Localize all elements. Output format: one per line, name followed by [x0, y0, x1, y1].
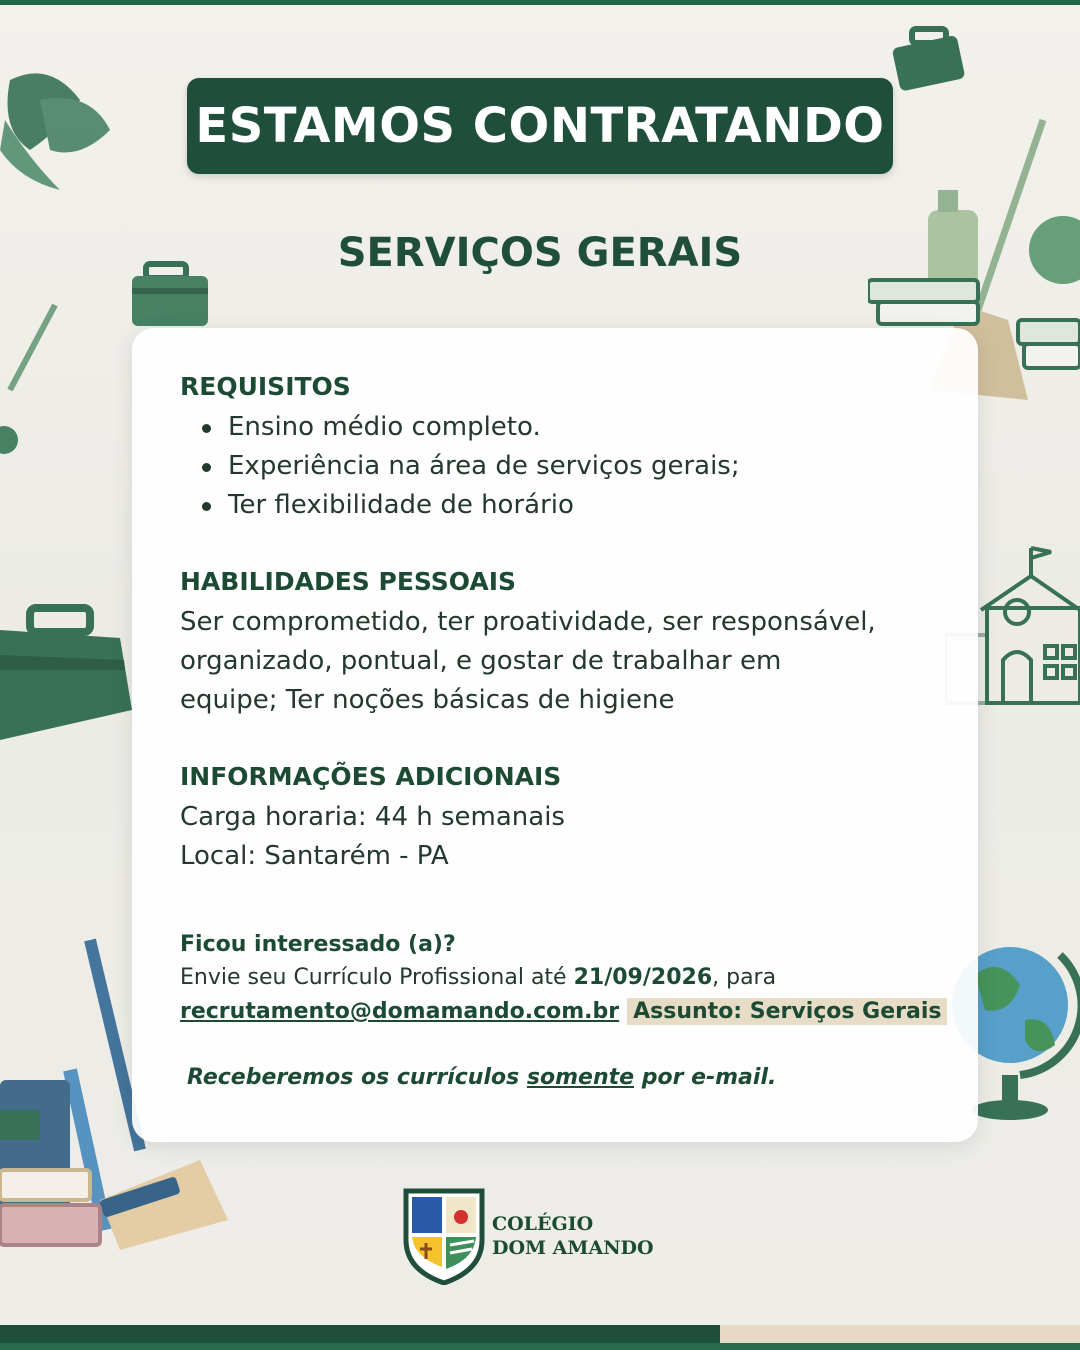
- location-text: Local: Santarém - PA: [180, 841, 449, 871]
- skills-text: [180, 603, 876, 720]
- requirements-heading: REQUISITOS: [180, 372, 351, 401]
- skills-line: equipe; Ter noções básicas de higiene: [180, 685, 675, 715]
- note-suffix: por e-mail.: [634, 1065, 777, 1090]
- email-only-note: [187, 1065, 776, 1090]
- send-suffix: , para: [712, 965, 777, 990]
- email-link[interactable]: recrutamento@domamando.com.br: [180, 999, 620, 1024]
- note-prefix: Receberemos os currículos: [187, 1065, 527, 1090]
- skills-line: organizado, pontual, e gostar de trabalhar em: [180, 646, 782, 676]
- skills-line: Ser comprometido, ter proatividade, ser responsável,: [180, 607, 876, 637]
- hours-text: Carga horaria: 44 h semanais: [180, 802, 565, 832]
- note-emphasis: somente: [526, 1065, 635, 1090]
- banner-title: ESTAMOS CONTRATANDO: [195, 98, 885, 154]
- footer-line: [0, 1343, 1080, 1350]
- interest-question: Ficou interessado (a)?: [180, 932, 456, 957]
- send-instructions: [180, 965, 776, 990]
- school-crest-icon: [402, 1185, 486, 1285]
- broom-handle-icon: [0, 300, 60, 480]
- requirements-list: [198, 408, 740, 525]
- top-accent-line: [0, 0, 1080, 5]
- info-text: [180, 798, 565, 876]
- large-toolbox-icon: [0, 600, 135, 750]
- job-title: SERVIÇOS GERAIS: [337, 230, 743, 276]
- list-item: Experiência na área de serviços gerais;: [198, 447, 740, 486]
- list-item: Ensino médio completo.: [198, 408, 740, 447]
- skills-heading: HABILIDADES PESSOAIS: [180, 567, 517, 596]
- deadline-date: 21/09/2026: [573, 965, 713, 990]
- list-item: Ter flexibilidade de horário: [198, 486, 740, 525]
- feather-duster-icon: [0, 60, 120, 200]
- toolbox-small-icon: [890, 25, 970, 95]
- hiring-banner: [187, 78, 893, 174]
- school-name-line1: COLÉGIO: [492, 1213, 594, 1235]
- school-name-line2: DOM AMANDO: [492, 1237, 654, 1259]
- subject-label: Assunto: Serviços Gerais: [627, 998, 947, 1025]
- school-name: [492, 1212, 654, 1260]
- send-prefix: Envie seu Currículo Profissional até: [180, 965, 574, 990]
- info-heading: INFORMAÇÕES ADICIONAIS: [180, 762, 562, 791]
- email-line: [180, 998, 947, 1025]
